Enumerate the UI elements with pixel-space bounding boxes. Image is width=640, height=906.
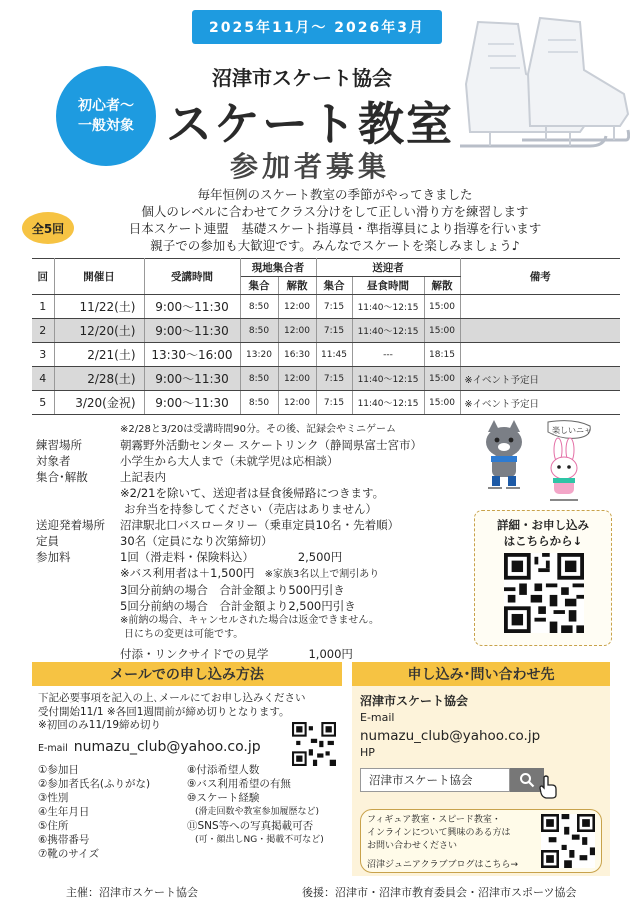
- footer-sponsor: 主催：沼津市スケート協会: [66, 886, 198, 899]
- target-badge: [56, 66, 156, 166]
- cell-note: [460, 343, 620, 367]
- list-item: ⑥携帯番号: [38, 834, 90, 846]
- cell-no: 3: [32, 343, 54, 367]
- badge-line-2: 一般対象: [78, 118, 134, 134]
- target-value: 小学生から大人まで（未就学児は応相談）: [120, 454, 339, 468]
- cell-note: [460, 319, 620, 343]
- meet-note-2: お弁当を持参してください（売店はありません）: [124, 502, 377, 516]
- date-range-banner: 2025年11月〜 2026年3月: [192, 10, 442, 44]
- cell-meet-gather: 8:50: [240, 391, 278, 415]
- target-label: 対象者: [36, 454, 71, 468]
- list-item: ②参加者氏名(ふりがな): [38, 778, 151, 790]
- cell-time: 13:30〜16:00: [144, 343, 240, 367]
- fee-cancel-1: ※前納の場合、キャンセルされた場合は返金できません。: [120, 615, 379, 626]
- cell-bus-gather: 7:15: [316, 319, 352, 343]
- contact-panel-title: 申し込み･問い合わせ先: [352, 662, 610, 686]
- col-header-bus: 送迎者: [316, 259, 460, 277]
- cell-meet-dismiss: 12:00: [278, 367, 316, 391]
- table-row: [32, 295, 620, 319]
- list-item: ⑩スケート経験: [187, 792, 260, 804]
- cell-bus-dismiss: 15:00: [424, 295, 460, 319]
- junior-line-1: フィギュア教室・スピード教室・: [367, 815, 501, 825]
- apply-qr-box: [474, 510, 612, 646]
- col-header-date: 開催日: [54, 259, 144, 295]
- cell-meet-gather: 8:50: [240, 295, 278, 319]
- mail-email-tag: E-mail: [38, 742, 68, 754]
- cell-bus-dismiss: 15:00: [424, 367, 460, 391]
- mail-line-2: 受付開始11/1 ※各回1週間前が締め切りとなります。: [38, 705, 290, 718]
- col-header-bus-gather: 集合: [316, 277, 352, 295]
- cell-time: 9:00〜11:30: [144, 295, 240, 319]
- bus-value: 沼津駅北口バスロータリー（乗車定員10名・先着順）: [120, 518, 400, 532]
- footer-support: 後援：沼津市・沼津市教育委員会・沼津市スポーツ協会: [302, 886, 577, 899]
- cell-bus-gather: 7:15: [316, 295, 352, 319]
- cell-bus-gather: 7:15: [316, 391, 352, 415]
- list-item: ④生年月日: [38, 806, 90, 818]
- fee-family: ※家族3名以上で割引あり: [264, 569, 380, 580]
- observer-fee: 付添・リンクサイドでの見学: [120, 647, 269, 661]
- table-row: [32, 367, 620, 391]
- cell-meet-dismiss: 12:00: [278, 391, 316, 415]
- list-item: ⑨バス利用希望の有無: [187, 778, 291, 790]
- qr-box-line-2: はこちらから↓: [503, 534, 583, 548]
- hp-search-field[interactable]: 沼津市スケート協会: [360, 768, 510, 792]
- col-header-meet-dismiss: 解散: [278, 277, 316, 295]
- fee-once: 1回（滑走料・保険料込）: [120, 550, 254, 564]
- list-item: ③性別: [38, 792, 69, 804]
- fee-cancel-2: 日にちの変更は可能です。: [124, 629, 244, 640]
- cell-no: 5: [32, 391, 54, 415]
- meet-note-1: ※2/21を除いて、送迎者は昼食後帰路につきます。: [120, 486, 385, 500]
- junior-line-3: お問い合わせください: [367, 841, 458, 851]
- cell-time: 9:00〜11:30: [144, 391, 240, 415]
- apply-qr-code[interactable]: [504, 553, 584, 633]
- col-header-bus-lunch: 昼食時間: [352, 277, 424, 295]
- cell-meet-dismiss: 16:30: [278, 343, 316, 367]
- cell-date: 12/20(土): [54, 319, 144, 343]
- cell-bus-lunch: 11:40〜12:15: [352, 319, 424, 343]
- schedule-table: [32, 258, 620, 415]
- observer-price: 1,000円: [308, 647, 353, 661]
- intro-line: 親子での参加も大歓迎です。みんなでスケートを楽しみましょう♪: [150, 238, 520, 253]
- intro-line: 個人のレベルに合わせてクラス分けをして正しい滑り方を練習します: [141, 204, 529, 219]
- list-item: ⑧付添希望人数: [187, 764, 260, 776]
- cell-meet-gather: 8:50: [240, 367, 278, 391]
- intro-line: 日本スケート連盟 基礎スケート指導員・準指導員により指導を行います: [128, 221, 542, 236]
- pointer-hand-icon: [538, 775, 560, 799]
- capacity-label: 定員: [36, 534, 59, 548]
- cell-bus-dismiss: 18:15: [424, 343, 460, 367]
- table-footnote: ※2/28と3/20は受講時間90分。その後、記録会やミニゲーム: [120, 424, 397, 435]
- cell-date: 11/22(土): [54, 295, 144, 319]
- cell-time: 9:00〜11:30: [144, 319, 240, 343]
- fee-5: 5回分前納の場合 合計金額より2,500円引き: [120, 599, 356, 613]
- intro-text: [70, 186, 600, 254]
- cell-meet-gather: 8:50: [240, 319, 278, 343]
- list-item: ①参加日: [38, 764, 79, 776]
- table-row: [32, 343, 620, 367]
- contact-panel: [352, 662, 610, 876]
- session-count-badge: 全5回: [22, 212, 74, 244]
- junior-club-box: [360, 809, 602, 873]
- mail-panel-title: メールでの申し込み方法: [32, 662, 342, 686]
- col-header-bus-dismiss: 解散: [424, 277, 460, 295]
- table-row: [32, 391, 620, 415]
- cell-no: 4: [32, 367, 54, 391]
- list-item: ⑦靴のサイズ: [38, 848, 100, 860]
- page-title: スケート教室: [166, 97, 454, 151]
- cell-date: 3/20(金祝): [54, 391, 144, 415]
- venue-label: 練習場所: [36, 438, 82, 452]
- cell-no: 1: [32, 295, 54, 319]
- badge-line-1: 初心者〜: [78, 98, 134, 114]
- qr-box-line-1: 詳細・お申し込み: [497, 518, 589, 532]
- col-header-meet-gather: 集合: [240, 277, 278, 295]
- cell-bus-lunch: 11:40〜12:15: [352, 295, 424, 319]
- capacity-value: 30名（定員になり次第締切）: [120, 534, 273, 548]
- association-name: 沼津市スケート協会: [212, 66, 392, 90]
- junior-blog-qr-code[interactable]: [541, 814, 595, 868]
- cell-meet-dismiss: 12:00: [278, 295, 316, 319]
- contact-email-link[interactable]: numazu_club@yahoo.co.jp: [360, 728, 541, 744]
- cat-speech: 楽しいニャ: [552, 426, 592, 435]
- col-header-note: 備考: [460, 259, 620, 295]
- table-row: [32, 319, 620, 343]
- cell-bus-gather: 11:45: [316, 343, 352, 367]
- mail-qr-code[interactable]: [292, 722, 336, 766]
- meet-label: 集合･解散: [36, 470, 88, 484]
- cell-bus-lunch: ---: [352, 343, 424, 367]
- list-item-sub: (可・顔出しNG・掲載不可など): [195, 835, 324, 845]
- cell-bus-lunch: 11:40〜12:15: [352, 367, 424, 391]
- cell-note: ※イベント予定日: [460, 367, 620, 391]
- intro-line: 毎年恒例のスケート教室の季節がやってきました: [197, 187, 473, 202]
- list-item: ⑤住所: [38, 820, 69, 832]
- cell-meet-gather: 13:20: [240, 343, 278, 367]
- col-header-meet: 現地集合者: [240, 259, 316, 277]
- required-items-list: [38, 763, 336, 861]
- junior-line-2: インラインについて興味のある方は: [367, 828, 511, 838]
- meet-value: 上記表内: [120, 470, 166, 484]
- mail-application-panel: [32, 662, 342, 876]
- cell-time: 9:00〜11:30: [144, 367, 240, 391]
- cell-note: [460, 295, 620, 319]
- contact-org: 沼津市スケート協会: [360, 694, 469, 708]
- list-item: ⑪SNS等への写真掲載可否: [187, 820, 314, 832]
- search-icon: [519, 772, 535, 788]
- cell-bus-dismiss: 15:00: [424, 319, 460, 343]
- cell-date: 2/28(土): [54, 367, 144, 391]
- contact-hp-label: HP: [360, 746, 375, 759]
- mail-line-3: ※初回のみ11/19締め切り: [38, 719, 162, 731]
- skate-boot-illustration: [430, 14, 630, 179]
- page-subtitle: 参加者募集: [230, 150, 391, 183]
- col-header-time: 受講時間: [144, 259, 240, 295]
- cell-bus-lunch: 11:40〜12:15: [352, 391, 424, 415]
- cell-date: 2/21(土): [54, 343, 144, 367]
- venue-value: 朝霧野外活動センター スケートリンク（静岡県富士宮市）: [120, 438, 422, 452]
- cell-bus-dismiss: 15:00: [424, 391, 460, 415]
- fee-label: 参加料: [36, 550, 71, 564]
- hp-search-box: [360, 761, 602, 799]
- fee-3: 3回分前納の場合 合計金額より500円引き: [120, 583, 345, 597]
- contact-email-label: E-mail: [360, 711, 395, 724]
- fee-bus: ※バス利用者は＋1,500円: [120, 566, 255, 580]
- mail-email-link[interactable]: numazu_club@yahoo.co.jp: [73, 738, 261, 755]
- list-item-sub: (滑走回数や教室参加履歴など): [195, 807, 320, 817]
- fee-once-price: 2,500円: [297, 550, 343, 564]
- cat-and-rabbit-illustration: [478, 418, 598, 510]
- junior-blog-link[interactable]: 沼津ジュニアクラブブログはこちら→: [367, 860, 519, 870]
- details-section: [36, 437, 476, 662]
- bus-label: 送迎発着場所: [36, 518, 105, 532]
- col-header-no: 回: [32, 259, 54, 295]
- mail-line-1: 下記必要事項を記入の上､メールにてお申し込みください: [38, 692, 306, 704]
- cell-no: 2: [32, 319, 54, 343]
- cell-note: ※イベント予定日: [460, 391, 620, 415]
- cell-bus-gather: 7:15: [316, 367, 352, 391]
- cell-meet-dismiss: 12:00: [278, 319, 316, 343]
